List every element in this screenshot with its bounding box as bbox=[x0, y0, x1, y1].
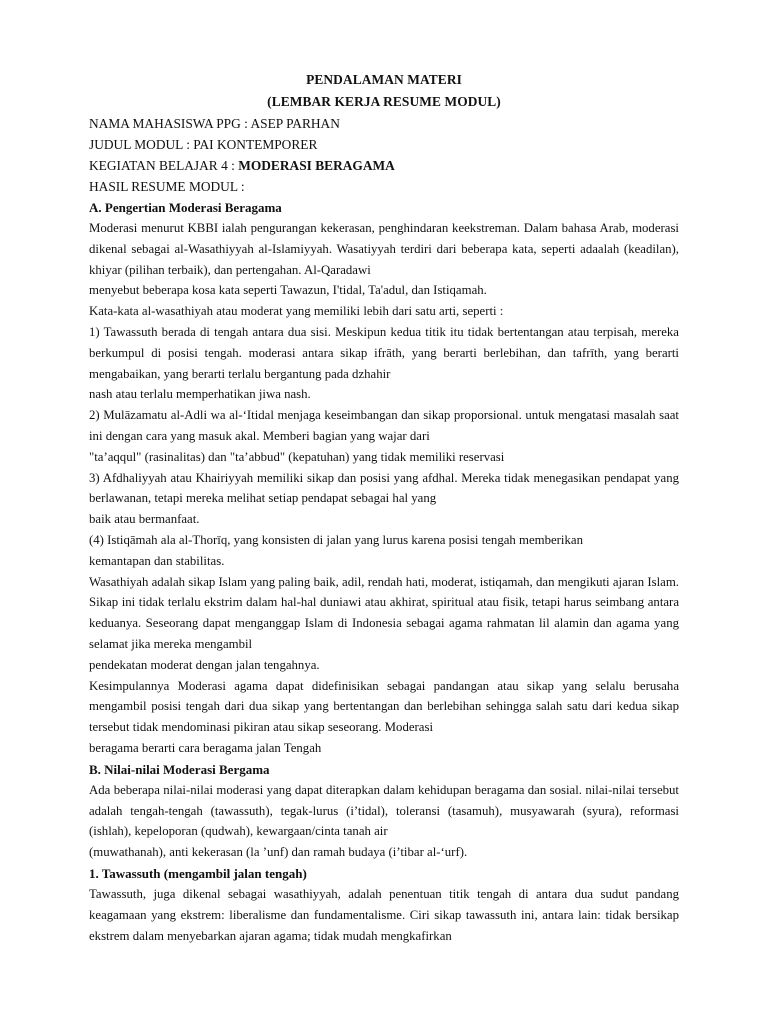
paragraph bbox=[89, 884, 679, 946]
resume-heading: HASIL RESUME MODUL : bbox=[89, 179, 245, 194]
paragraph-body: Tawassuth, juga dikenal sebagai wasathiyyah, adalah penentuan titik tengah di antara dua sudut pandang keagamaan yang ekstrem: liberalisme dan fundamentalisme. Ciri sikap tawassuth ini, antara lain: tidak bersikap ekstrem dalam menyebarkan ajaran agama; tidak mudah mengkafirkan bbox=[89, 886, 679, 943]
document-title: PENDALAMAN MATERI bbox=[306, 72, 462, 87]
paragraph-tail: baik atau bermanfaat. bbox=[89, 512, 200, 527]
learning-activity bbox=[89, 155, 679, 176]
learning-activity-label: KEGIATAN BELAJAR 4 : bbox=[89, 158, 239, 173]
paragraph-tail: Kata-kata al-wasathiyah atau moderat yang memiliki lebih dari satu arti, seperti : bbox=[89, 304, 504, 319]
paragraph-body: Moderasi menurut KBBI ialah pengurangan kekerasan, penghindaran keekstreman. Dalam bahasa Arab, moderasi dikenal sebagai al-Wasathiyyah al-Islamiyyah. Wasatiyyah terdiri dari beberapa kata, seperti adaalah (keadilan), khiyar (pilihan terbaik), dan pertengahan. Al-Qaradawi bbox=[89, 221, 679, 277]
paragraph-tail: kemantapan dan stabilitas. bbox=[89, 553, 225, 568]
paragraph-body: Wasathiyah adalah sikap Islam yang paling baik, adil, rendah hati, moderat, istiqamah, dan mengikuti ajaran Islam. Sikap ini tidak terlalu ekstrim dalam hal-hal duniawi atau akhirat, spiritual atau fisik, tetapi harus seimbang antara keduanya. Seseorang dapat menganggap Islam di Indonesia sebagai agama rahmatan lil alamin dan agama yang selamat jika mereka mengambil bbox=[89, 574, 679, 651]
paragraph bbox=[89, 322, 679, 405]
student-name: NAMA MAHASISWA PPG : ASEP PARHAN bbox=[89, 116, 340, 131]
paragraph-tail: pendekatan moderat dengan jalan tengahnya. bbox=[89, 657, 320, 672]
section-a-heading: A. Pengertian Moderasi Beragama bbox=[89, 200, 282, 215]
paragraph-tail: "ta’aqqul" (rasinalitas) dan "ta’abbud" (kepatuhan) yang tidak memiliki reservasi bbox=[89, 449, 505, 464]
subsection-heading: 1. Tawassuth (mengambil jalan tengah) bbox=[89, 865, 307, 881]
paragraph-body: 3) Afdhaliyyah atau Khairiyyah memiliki sikap dan posisi yang afdhal. Mereka tidak menegasikan pendapat yang berlawanan, tetapi mereka melihat setiap pendapat sebagai hal yang bbox=[89, 470, 679, 506]
paragraph bbox=[89, 572, 679, 676]
paragraph-tail: nash atau terlalu memperhatikan jiwa nash. bbox=[89, 387, 311, 402]
paragraph-tail: beragama berarti cara beragama jalan Tengah bbox=[89, 740, 322, 755]
section-b-heading: B. Nilai-nilai Moderasi Bergama bbox=[89, 761, 270, 777]
paragraph-body: Kesimpulannya Moderasi agama dapat didefinisikan sebagai pandangan atau sikap yang selalu berusaha mengambil posisi tengah dari dua sikap yang bertentangan dan berlebihan sehingga salah satu dari kedua sikap tersebut tidak mendominasi pikiran atau sikap seseorang. Moderasi bbox=[89, 678, 679, 735]
paragraph bbox=[89, 780, 679, 863]
document-subtitle: (LEMBAR KERJA RESUME MODUL) bbox=[267, 94, 501, 109]
paragraph-body: (4) Istiqāmah ala al-Thorīq, yang konsisten di jalan yang lurus karena posisi tengah memberikan bbox=[89, 532, 583, 547]
paragraph-body: Ada beberapa nilai-nilai moderasi yang dapat diterapkan dalam kehidupan beragama dan sosial. nilai-nilai tersebut adalah tengah-tengah (tawassuth), tegak-lurus (i’tidal), toleransi (tasamuh), musyawarah (syura), reformasi (ishlah), kepeloporan (qudwah), kewargaan/cinta tanah air bbox=[89, 782, 679, 839]
paragraph bbox=[89, 676, 679, 759]
paragraph bbox=[89, 301, 679, 322]
paragraph bbox=[89, 468, 679, 530]
paragraph-tail: (muwathanah), anti kekerasan (la ’unf) dan ramah budaya (i’tibar al-‘urf). bbox=[89, 845, 468, 860]
module-title: JUDUL MODUL : PAI KONTEMPORER bbox=[89, 137, 318, 152]
paragraph bbox=[89, 405, 679, 467]
paragraph-body: 1) Tawassuth berada di tengah antara dua sisi. Meskipun kedua titik itu tidak bertentangan atau terpisah, mereka berkumpul di posisi tengah. moderasi antara sikap ifrāth, yang berarti berlebihan, dan tafrīth, yang berarti mengabaikan, yang berarti terlalu bergantung pada dzhahir bbox=[89, 324, 679, 381]
paragraph bbox=[89, 530, 679, 572]
paragraph bbox=[89, 218, 679, 301]
paragraph-body: 2) Mulāzamatu al-Adli wa al-‘Itidal menjaga keseimbangan dan sikap proporsional. untuk mengatasi masalah saat ini dengan cara yang masuk akal. Memberi bagian yang wajar dari bbox=[89, 408, 679, 443]
learning-activity-topic: MODERASI BERAGAMA bbox=[238, 158, 395, 173]
paragraph-tail: menyebut beberapa kosa kata seperti Tawazun, I'tidal, Ta'adul, dan Istiqamah. bbox=[89, 283, 487, 298]
